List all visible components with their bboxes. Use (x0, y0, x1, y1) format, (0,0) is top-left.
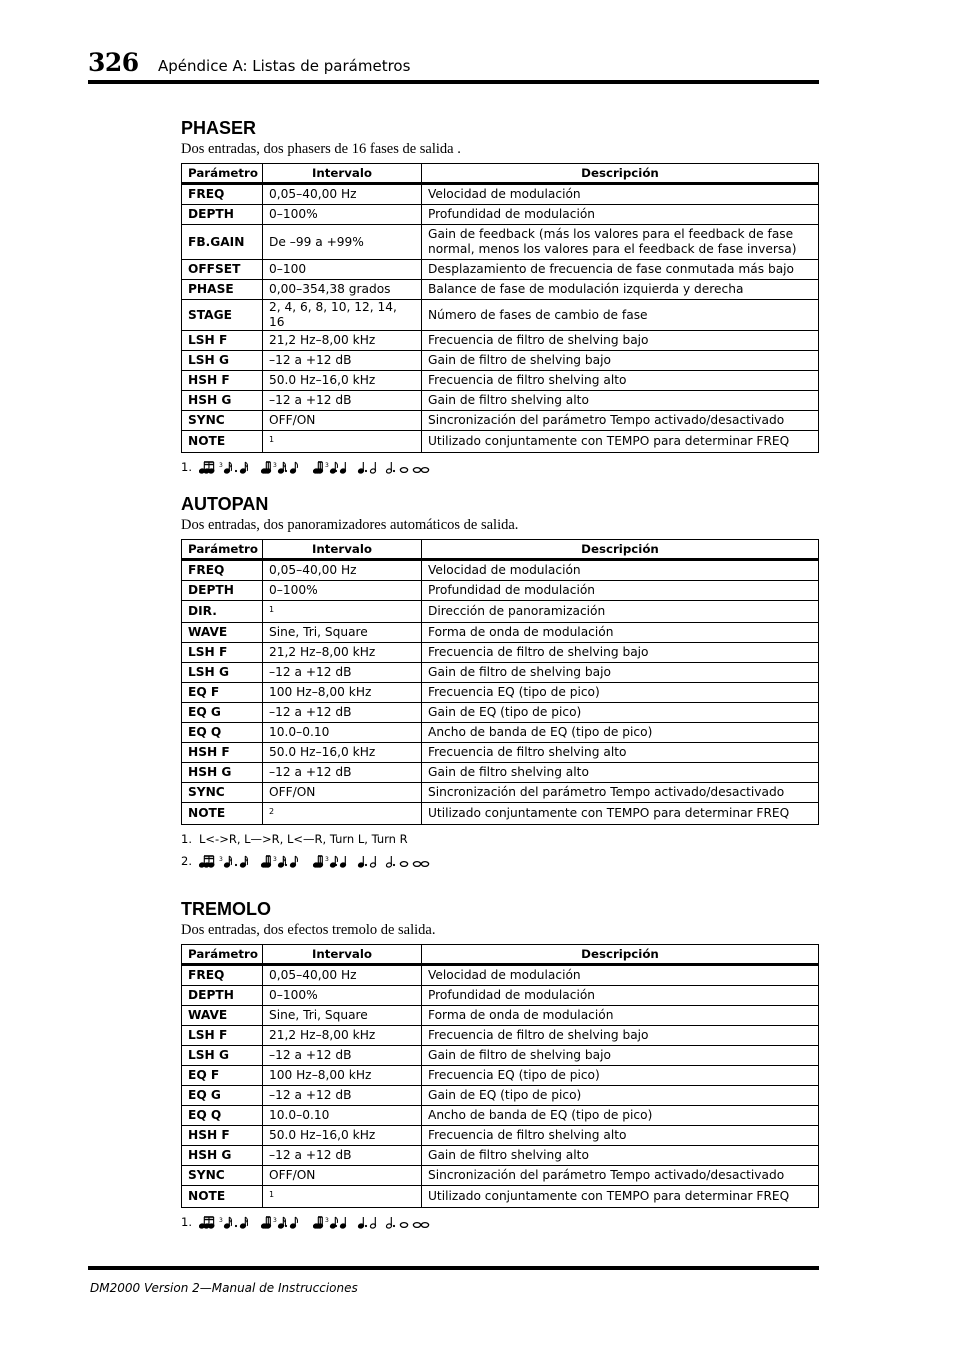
parameter-range: 21,2 Hz–8,00 kHz (263, 643, 422, 663)
parameter-description: Forma de onda de modulación (422, 623, 819, 643)
autopan-section (181, 493, 818, 872)
parameter-range: –12 a +12 dB (263, 391, 422, 411)
header-rule (88, 80, 819, 84)
parameter-name: LSH G (182, 351, 263, 371)
parameter-range: 50.0 Hz–16,0 kHz (263, 371, 422, 391)
parameter-description: Desplazamiento de frecuencia de fase conmutada más bajo (422, 260, 819, 280)
footnote-ref: 1 (269, 605, 275, 614)
footnote-text: L<->R, L—>R, L<—R, Turn L, Turn R (199, 832, 408, 846)
svg-text:3: 3 (219, 462, 223, 469)
table-row (182, 783, 819, 803)
dotted-eighth-icon (329, 460, 339, 474)
parameter-name: SYNC (182, 783, 263, 803)
column-header-desc: Descripción (422, 540, 819, 560)
sixteenth-triplet-icon (199, 854, 223, 868)
parameter-name: HSH G (182, 391, 263, 411)
parameter-name: NOTE (182, 431, 263, 453)
table-header-row (182, 164, 819, 184)
table-row (182, 351, 819, 371)
parameter-description: Sincronización del parámetro Tempo activado/desactivado (422, 783, 819, 803)
table-row (182, 280, 819, 300)
quarter-triplet-icon (313, 854, 329, 868)
parameter-description: Frecuencia de filtro shelving alto (422, 371, 819, 391)
parameter-description: Velocidad de modulación (422, 560, 819, 581)
parameter-range: –12 a +12 dB (263, 351, 422, 371)
parameter-description: Frecuencia EQ (tipo de pico) (422, 1066, 819, 1086)
footnote-number: 2. (181, 854, 192, 868)
column-header-range: Intervalo (263, 540, 422, 560)
table-row (182, 1146, 819, 1166)
sixteenth-icon (239, 1215, 261, 1229)
parameter-description: Velocidad de modulación (422, 965, 819, 986)
parameter-name: WAVE (182, 1006, 263, 1026)
parameter-range: 50.0 Hz–16,0 kHz (263, 743, 422, 763)
parameter-description: Utilizado conjuntamente con TEMPO para determinar FREQ (422, 1186, 819, 1208)
parameter-name: FREQ (182, 184, 263, 205)
phaser-description: Dos entradas, dos phasers de 16 fases de salida . (181, 141, 461, 157)
parameter-name: NOTE (182, 1186, 263, 1208)
parameter-range: 10.0–0.10 (263, 1106, 422, 1126)
parameter-range: 100 Hz–8,00 kHz (263, 1066, 422, 1086)
table-row (182, 986, 819, 1006)
eighth-icon (289, 854, 313, 868)
table-row (182, 331, 819, 351)
footnote-ref: 1 (269, 1190, 275, 1199)
double-whole-icon (411, 854, 431, 868)
table-row (182, 431, 819, 453)
parameter-description: Gain de filtro shelving alto (422, 763, 819, 783)
parameter-description: Gain de filtro de shelving bajo (422, 663, 819, 683)
dotted-eighth-icon (329, 1215, 339, 1229)
parameter-range: –12 a +12 dB (263, 663, 422, 683)
svg-text:3: 3 (219, 856, 223, 863)
parameter-description: Profundidad de modulación (422, 581, 819, 601)
table-row (182, 703, 819, 723)
column-header-range: Intervalo (263, 164, 422, 184)
svg-text:3: 3 (273, 856, 277, 863)
parameter-description: Forma de onda de modulación (422, 1006, 819, 1026)
dotted-sixteenth-icon (277, 854, 289, 868)
dotted-half-icon (385, 460, 397, 474)
footnote (181, 456, 818, 478)
parameter-range: 0–100% (263, 581, 422, 601)
parameter-description: Sincronización del parámetro Tempo activado/desactivado (422, 1166, 819, 1186)
eighth-triplet-icon (261, 854, 277, 868)
parameter-description: Balance de fase de modulación izquierda y derecha (422, 280, 819, 300)
page-header-title: Apéndice A: Listas de parámetros (158, 57, 411, 75)
svg-text:3: 3 (325, 856, 329, 863)
parameter-range: 50.0 Hz–16,0 kHz (263, 1126, 422, 1146)
parameter-range: 0–100 (263, 260, 422, 280)
table-header-row (182, 945, 819, 965)
note-values-strip (199, 1215, 431, 1229)
parameter-description: Ancho de banda de EQ (tipo de pico) (422, 723, 819, 743)
table-row (182, 1186, 819, 1208)
parameter-name: HSH G (182, 1146, 263, 1166)
parameter-range: 21,2 Hz–8,00 kHz (263, 1026, 422, 1046)
parameter-name: EQ G (182, 1086, 263, 1106)
note-values-strip (199, 460, 431, 474)
eighth-triplet-icon (261, 1215, 277, 1229)
parameter-name: DEPTH (182, 205, 263, 225)
parameter-description: Frecuencia de filtro de shelving bajo (422, 331, 819, 351)
parameter-name: LSH G (182, 663, 263, 683)
parameter-description: Gain de filtro de shelving bajo (422, 351, 819, 371)
table-row (182, 743, 819, 763)
dotted-quarter-icon (357, 854, 369, 868)
parameter-description: Utilizado conjuntamente con TEMPO para determinar FREQ (422, 803, 819, 825)
parameter-name: HSH G (182, 763, 263, 783)
parameter-description: Gain de filtro shelving alto (422, 1146, 819, 1166)
table-row (182, 643, 819, 663)
quarter-icon (339, 460, 357, 474)
dotted-half-icon (385, 1215, 397, 1229)
parameter-name: LSH F (182, 1026, 263, 1046)
parameter-range: 100 Hz–8,00 kHz (263, 683, 422, 703)
parameter-name: EQ G (182, 703, 263, 723)
table-row (182, 1046, 819, 1066)
page-footer: DM2000 Version 2—Manual de Instrucciones (90, 1281, 358, 1295)
parameter-name: HSH F (182, 1126, 263, 1146)
column-header-param: Parámetro (182, 540, 263, 560)
parameter-name: FREQ (182, 965, 263, 986)
column-header-desc: Descripción (422, 945, 819, 965)
table-row (182, 623, 819, 643)
dotted-quarter-icon (357, 1215, 369, 1229)
parameter-range: –12 a +12 dB (263, 1086, 422, 1106)
sixteenth-icon (239, 854, 261, 868)
eighth-icon (289, 460, 313, 474)
footnote-ref: 2 (269, 807, 275, 816)
parameter-range: OFF/ON (263, 411, 422, 431)
dotted-sixteenth-icon (277, 1215, 289, 1229)
eighth-icon (289, 1215, 313, 1229)
tremolo-parameter-table (181, 944, 819, 1208)
whole-icon (397, 1215, 411, 1229)
svg-text:3: 3 (273, 1217, 277, 1224)
parameter-name: EQ F (182, 1066, 263, 1086)
parameter-name: DEPTH (182, 581, 263, 601)
tremolo-section (181, 898, 818, 1233)
parameter-range: Sine, Tri, Square (263, 623, 422, 643)
table-row (182, 225, 819, 260)
footnote-number: 1. (181, 1215, 192, 1229)
whole-icon (397, 854, 411, 868)
parameter-name: HSH F (182, 743, 263, 763)
parameter-range: OFF/ON (263, 1166, 422, 1186)
phaser-title: PHASER (181, 118, 257, 138)
eighth-triplet-icon (261, 460, 277, 474)
table-row (182, 560, 819, 581)
parameter-description: Gain de EQ (tipo de pico) (422, 1086, 819, 1106)
footnote (181, 850, 818, 872)
parameter-name: EQ Q (182, 723, 263, 743)
table-row (182, 1106, 819, 1126)
parameter-description: Frecuencia EQ (tipo de pico) (422, 683, 819, 703)
autopan-title: AUTOPAN (181, 494, 269, 514)
parameter-name: FREQ (182, 560, 263, 581)
half-icon (369, 1215, 385, 1229)
half-icon (369, 854, 385, 868)
parameter-range: 0,05–40,00 Hz (263, 560, 422, 581)
parameter-range: 0,05–40,00 Hz (263, 965, 422, 986)
svg-text:3: 3 (325, 1217, 329, 1224)
dotted-eighth-icon (329, 854, 339, 868)
parameter-description: Frecuencia de filtro de shelving bajo (422, 643, 819, 663)
parameter-name: LSH F (182, 643, 263, 663)
table-row (182, 1006, 819, 1026)
footer-rule (88, 1266, 819, 1270)
table-row (182, 1126, 819, 1146)
sixteenth-triplet-icon (199, 460, 223, 474)
table-row (182, 601, 819, 623)
column-header-range: Intervalo (263, 945, 422, 965)
table-row (182, 184, 819, 205)
table-row (182, 1086, 819, 1106)
parameter-range: 10.0–0.10 (263, 723, 422, 743)
footnote (181, 828, 818, 850)
svg-text:3: 3 (325, 462, 329, 469)
parameter-range: 21,2 Hz–8,00 kHz (263, 331, 422, 351)
parameter-range: 0,05–40,00 Hz (263, 184, 422, 205)
parameter-name: HSH F (182, 371, 263, 391)
table-row (182, 260, 819, 280)
double-whole-icon (411, 1215, 431, 1229)
table-row (182, 763, 819, 783)
tremolo-description: Dos entradas, dos efectos tremolo de salida. (181, 922, 436, 938)
table-row (182, 371, 819, 391)
table-row (182, 723, 819, 743)
parameter-name: SYNC (182, 411, 263, 431)
parameter-name: EQ F (182, 683, 263, 703)
tremolo-title: TREMOLO (181, 899, 271, 919)
parameter-description: Gain de EQ (tipo de pico) (422, 703, 819, 723)
table-row (182, 683, 819, 703)
parameter-name: LSH F (182, 331, 263, 351)
table-row (182, 803, 819, 825)
sixteenth-triplet-icon (199, 1215, 223, 1229)
table-row (182, 205, 819, 225)
double-whole-icon (411, 460, 431, 474)
parameter-description: Profundidad de modulación (422, 205, 819, 225)
autopan-parameter-table (181, 539, 819, 825)
parameter-range: –12 a +12 dB (263, 763, 422, 783)
footnote-ref: 1 (269, 435, 275, 444)
parameter-description: Utilizado conjuntamente con TEMPO para determinar FREQ (422, 431, 819, 453)
phaser-section (181, 117, 818, 478)
quarter-triplet-icon (313, 1215, 329, 1229)
parameter-name: WAVE (182, 623, 263, 643)
phaser-parameter-table (181, 163, 819, 453)
footnote-number: 1. (181, 460, 192, 474)
parameter-description: Frecuencia de filtro shelving alto (422, 1126, 819, 1146)
parameter-range (263, 431, 422, 453)
table-row (182, 581, 819, 601)
parameter-description: Gain de feedback (más los valores para el feedback de fase normal, menos los valores para el feedback de fase inversa) (422, 225, 819, 260)
parameter-range (263, 803, 422, 825)
parameter-range: –12 a +12 dB (263, 1146, 422, 1166)
parameter-range: 2, 4, 6, 8, 10, 12, 14, 16 (263, 300, 422, 331)
svg-text:3: 3 (273, 462, 277, 469)
parameter-range (263, 1186, 422, 1208)
table-row (182, 1166, 819, 1186)
column-header-param: Parámetro (182, 164, 263, 184)
parameter-description: Velocidad de modulación (422, 184, 819, 205)
svg-text:3: 3 (219, 1217, 223, 1224)
table-row (182, 1026, 819, 1046)
parameter-description: Número de fases de cambio de fase (422, 300, 819, 331)
table-row (182, 300, 819, 331)
parameter-description: Sincronización del parámetro Tempo activado/desactivado (422, 411, 819, 431)
half-icon (369, 460, 385, 474)
dotted-sixteenth-icon (223, 854, 239, 868)
quarter-icon (339, 1215, 357, 1229)
parameter-name: DIR. (182, 601, 263, 623)
dotted-sixteenth-icon (223, 1215, 239, 1229)
parameter-name: PHASE (182, 280, 263, 300)
table-row (182, 411, 819, 431)
table-row (182, 663, 819, 683)
parameter-range: 0–100% (263, 986, 422, 1006)
dotted-sixteenth-icon (223, 460, 239, 474)
parameter-description: Gain de filtro de shelving bajo (422, 1046, 819, 1066)
parameter-description: Frecuencia de filtro shelving alto (422, 743, 819, 763)
parameter-name: SYNC (182, 1166, 263, 1186)
parameter-range: –12 a +12 dB (263, 1046, 422, 1066)
dotted-half-icon (385, 854, 397, 868)
parameter-range: OFF/ON (263, 783, 422, 803)
table-header-row (182, 540, 819, 560)
column-header-desc: Descripción (422, 164, 819, 184)
whole-icon (397, 460, 411, 474)
page-number: 326 (88, 48, 139, 77)
parameter-name: STAGE (182, 300, 263, 331)
parameter-name: OFFSET (182, 260, 263, 280)
parameter-range: 0,00–354,38 grados (263, 280, 422, 300)
autopan-description: Dos entradas, dos panoramizadores automáticos de salida. (181, 517, 519, 533)
parameter-description: Ancho de banda de EQ (tipo de pico) (422, 1106, 819, 1126)
table-row (182, 965, 819, 986)
parameter-description: Profundidad de modulación (422, 986, 819, 1006)
parameter-name: LSH G (182, 1046, 263, 1066)
parameter-range (263, 601, 422, 623)
parameter-name: FB.GAIN (182, 225, 263, 260)
parameter-name: EQ Q (182, 1106, 263, 1126)
parameter-range: De –99 a +99% (263, 225, 422, 260)
parameter-range: –12 a +12 dB (263, 703, 422, 723)
parameter-description: Dirección de panoramización (422, 601, 819, 623)
dotted-quarter-icon (357, 460, 369, 474)
footnote-number: 1. (181, 832, 192, 846)
dotted-sixteenth-icon (277, 460, 289, 474)
parameter-range: 0–100% (263, 205, 422, 225)
table-row (182, 391, 819, 411)
table-row (182, 1066, 819, 1086)
parameter-range: Sine, Tri, Square (263, 1006, 422, 1026)
quarter-icon (339, 854, 357, 868)
footnote (181, 1211, 818, 1233)
parameter-name: NOTE (182, 803, 263, 825)
parameter-description: Frecuencia de filtro de shelving bajo (422, 1026, 819, 1046)
sixteenth-icon (239, 460, 261, 474)
parameter-name: DEPTH (182, 986, 263, 1006)
column-header-param: Parámetro (182, 945, 263, 965)
note-values-strip (199, 854, 431, 868)
parameter-description: Gain de filtro shelving alto (422, 391, 819, 411)
quarter-triplet-icon (313, 460, 329, 474)
